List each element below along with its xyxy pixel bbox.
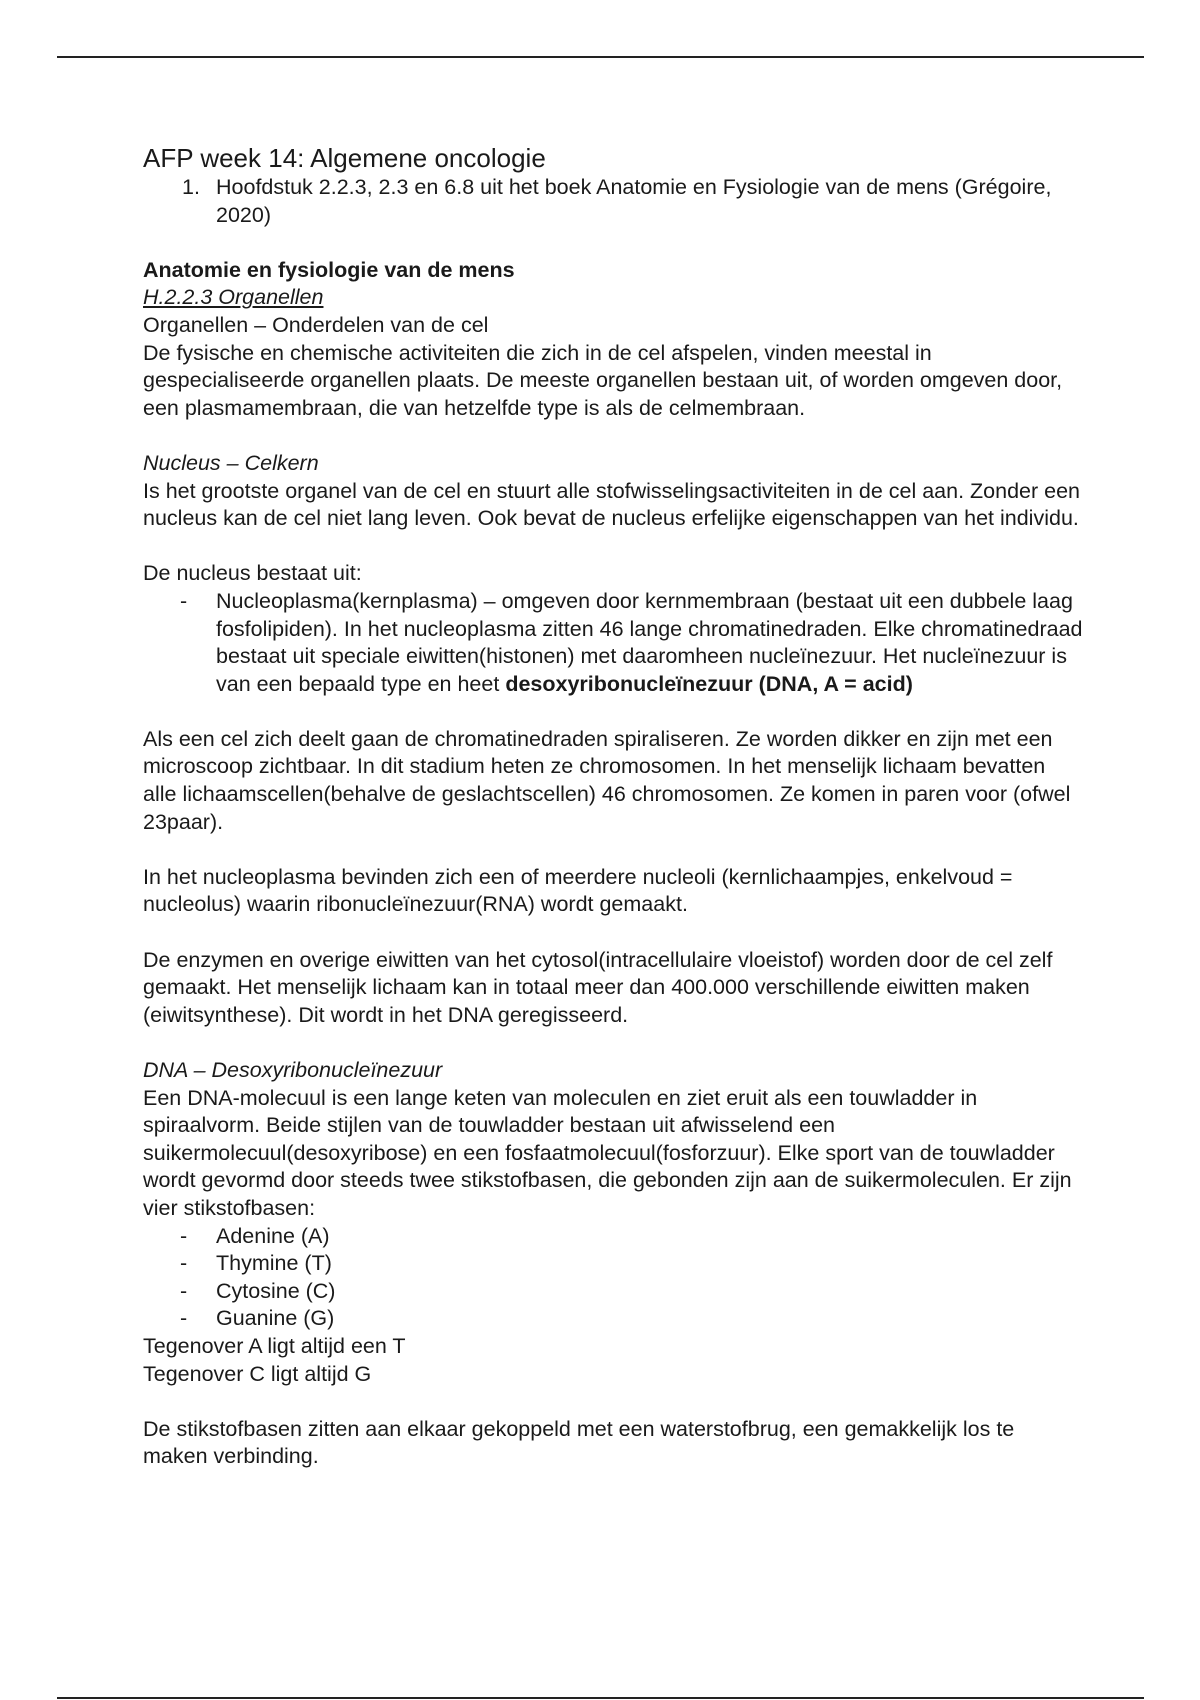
dna-paragraph: Een DNA-molecuul is een lange keten van moleculen en ziet eruit als een touwladder in spiraalvorm. Beide stijlen van de touwladder bestaan uit afwisselend een suikermolecuul(desoxyribose) en een fosfaatmolecuul(fosforzuur). Elke sport van de touwladder wordt gevormd door steeds twee stikstofbasen, die gebonden zijn aan de suikermoleculen. Er zijn vier stikstofbasen: [143, 1085, 1072, 1220]
nucleus-consists-label: De nucleus bestaat uit: [143, 561, 362, 586]
organellen-paragraph: De fysische en chemische activiteiten die zich in de cel afspelen, vinden meestal in gespecialiseerde organellen plaats. De meeste organellen bestaan uit, of worden omgeven door, een plasmamembraan, die van hetzelfde type is als de celmembraan. [143, 340, 1063, 420]
list-item [143, 588, 1083, 698]
dash-bullet: - [180, 1306, 188, 1331]
dna-heading: DNA – Desoxyribonucleïnezuur [143, 1058, 443, 1082]
sources-list [143, 174, 1083, 229]
list-item [143, 1305, 1083, 1333]
pair-c-line: Tegenover C ligt altijd G [143, 1361, 372, 1386]
organellen-heading: Organellen – Onderdelen van de cel [143, 312, 489, 337]
dash-bullet: - [180, 1251, 188, 1276]
pair-a-line: Tegenover A ligt altijd een T [143, 1333, 406, 1358]
base-label: Cytosine (C) [216, 1278, 336, 1303]
nucleus-heading: Nucleus – Celkern [143, 450, 319, 475]
bases-list [143, 1223, 1083, 1333]
source-number: 1. [182, 175, 200, 199]
subsection-heading: H.2.2.3 Organellen [143, 285, 324, 310]
document-title: AFP week 14: Algemene oncologie [143, 143, 546, 173]
section-heading: Anatomie en fysiologie van de mens [143, 257, 515, 282]
dash-bullet: - [180, 588, 188, 613]
enzymes-paragraph: De enzymen en overige eiwitten van het cytosol(intracellulaire vloeistof) worden door de cel zelf gemaakt. Het menselijk lichaam kan in totaal meer dan 400.000 verschillende eiwitten maken (eiwitsynthese). Dit wordt in het DNA geregisseerd. [143, 947, 1053, 1027]
source-item [143, 174, 1083, 229]
list-item [143, 1250, 1083, 1278]
document-body [143, 142, 1083, 1471]
nucleus-paragraph: Is het grootste organel van de cel en stuurt alle stofwisselingsactiviteiten in de cel aan. Zonder een nucleus kan de cel niet lang leven. Ook bevat de nucleus erfelijke eigenschappen van het individu. [143, 478, 1080, 531]
dash-bullet: - [180, 1223, 188, 1248]
footer-rule [57, 1697, 1144, 1699]
base-label: Thymine (T) [216, 1251, 332, 1276]
source-text: Hoofdstuk 2.2.3, 2.3 en 6.8 uit het boek Anatomie en Fysiologie van de mens (Grégoire, 2020) [216, 175, 1052, 227]
dash-bullet: - [180, 1278, 188, 1303]
base-label: Adenine (A) [216, 1223, 330, 1248]
nucleus-parts-list [143, 588, 1083, 698]
base-label: Guanine (G) [216, 1306, 335, 1331]
list-item [143, 1278, 1083, 1306]
hydrogen-bond-paragraph: De stikstofbasen zitten aan elkaar gekoppeld met een waterstofbrug, een gemakkelijk los te maken verbinding. [143, 1416, 1015, 1469]
list-item [143, 1223, 1083, 1251]
chromosomes-paragraph: Als een cel zich deelt gaan de chromatinedraden spiraliseren. Ze worden dikker en zijn met een microscoop zichtbaar. In dit stadium heten ze chromosomen. In het menselijk lichaam bevatten alle lichaamscellen(behalve de geslachtscellen) 46 chromosomen. Ze komen in paren voor (ofwel 23paar). [143, 726, 1071, 834]
nucleoplasma-text: Nucleoplasma(kernplasma) – omgeven door kernmembraan (bestaat uit een dubbele laag fosfolipiden). In het nucleoplasma zitten 46 lange chromatinedraden. Elke chromatinedraad bestaat uit speciale eiwitten(histonen) met daaromheen nucleïnezuur. Het nucleïnezuur is van een bepaald type en heet [216, 588, 1083, 696]
header-rule [57, 56, 1144, 58]
nucleoplasma-bold-term: desoxyribonucleïnezuur (DNA, A = acid) [505, 671, 913, 696]
nucleoli-paragraph: In het nucleoplasma bevinden zich een of meerdere nucleoli (kernlichaampjes, enkelvoud = nucleolus) waarin ribonucleïnezuur(RNA) wordt gemaakt. [143, 864, 1013, 917]
